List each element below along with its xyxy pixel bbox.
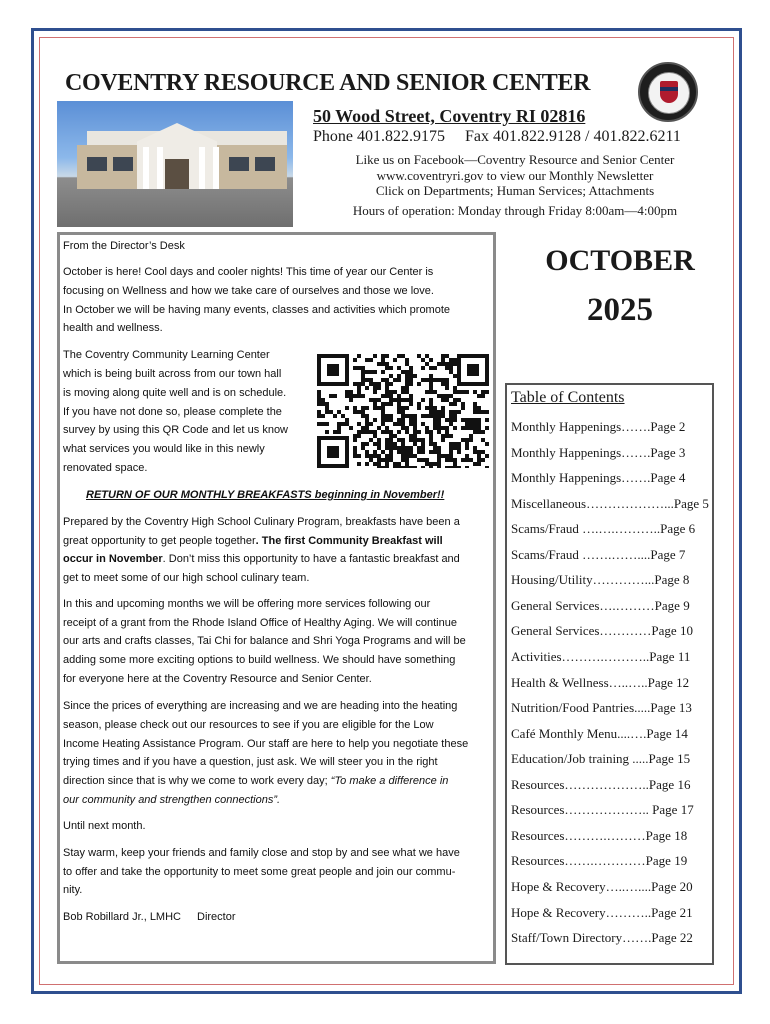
building-door	[165, 159, 189, 189]
newsletter-year: 2025	[587, 292, 653, 328]
breakfast-announcement: RETURN OF OUR MONTHLY BREAKFASTS beginning in November!!	[86, 489, 445, 501]
paragraph-line: receipt of a grant from the Rhode Island Office of Healthy Aging. We will continue	[63, 617, 457, 629]
directors-desk-heading: From the Director’s Desk	[63, 240, 185, 252]
toc-item[interactable]: Activities……….………..Page 11	[511, 649, 691, 664]
toc-item[interactable]: Resources……………….. Page 17	[511, 802, 694, 818]
newsletter-month: OCTOBER	[545, 244, 695, 277]
town-seal	[638, 62, 698, 122]
toc-item[interactable]: Resources…….…………Page 19	[511, 853, 688, 869]
text-span: . Don’t miss this opportunity to have a fantastic breakfast and	[162, 553, 460, 565]
building-window	[113, 157, 133, 171]
toc-title: Table of Contents	[511, 389, 625, 406]
paragraph-line: season, please check out our resources to see if you are eligible for the Low	[63, 719, 434, 731]
paragraph-line: Since the prices of everything are increasing and we are heading into the heating	[63, 700, 458, 712]
building-window	[255, 157, 275, 171]
building-column	[199, 147, 205, 189]
closing-line: Until next month.	[63, 820, 146, 832]
bold-text: . The first Community Breakfast will	[255, 535, 443, 547]
bold-text: occur in November	[63, 553, 163, 565]
paragraph-line	[63, 772, 448, 791]
paragraph-line	[63, 550, 460, 569]
paragraph-line: The Coventry Community Learning Center	[63, 349, 270, 361]
paragraph-line: nity.	[63, 884, 83, 896]
signature-title: Director	[197, 911, 236, 923]
phone-fax: Phone 401.822.9175 Fax 401.822.9128 / 401.822.6211	[313, 128, 681, 145]
paragraph-line: Stay warm, keep your friends and family close and stop by and see what we have	[63, 847, 460, 859]
paragraph-line: is moving along quite well and is on schedule.	[63, 387, 287, 399]
paragraph-line: Prepared by the Coventry High School Culinary Program, breakfasts have been a	[63, 516, 460, 528]
building-window	[229, 157, 249, 171]
seal-emblem	[648, 72, 690, 114]
toc-item[interactable]: Nutrition/Food Pantries.....Page 13	[511, 700, 692, 715]
seal-band	[660, 87, 678, 91]
text-span: great opportunity to get people together	[63, 535, 256, 547]
building-column	[157, 147, 163, 189]
toc-item[interactable]: Monthly Happenings…….Page 3	[511, 444, 686, 460]
toc-item[interactable]: Housing/Utility…………...Page 8	[511, 572, 690, 588]
building-column	[213, 147, 219, 189]
center-address: 50 Wood Street, Coventry RI 02816	[313, 106, 586, 126]
building-column	[143, 147, 149, 189]
seal-shield-icon	[660, 81, 678, 103]
paragraph-line: get to meet some of our high school culinary team.	[63, 572, 310, 584]
toc-item[interactable]: General Services….………Page 9	[511, 597, 690, 613]
paragraph-line: health and wellness.	[63, 322, 163, 334]
paragraph-line: for everyone here at the Coventry Resource and Senior Center.	[63, 673, 372, 685]
toc-item[interactable]: Education/Job training .....Page 15	[511, 751, 691, 767]
toc-item[interactable]: Staff/Town Directory…….Page 22	[511, 930, 693, 945]
paragraph-line: In October we will be having many events, classes and activities which promote	[63, 304, 451, 316]
paragraph-line: October is here! Cool days and cooler nights! This time of year our Center is	[63, 266, 434, 278]
paragraph-line: Income Heating Assistance Program. Our staff are here to help you negotiate these	[63, 738, 469, 750]
center-title: COVENTRY RESOURCE AND SENIOR CENTER	[65, 70, 591, 96]
toc-item[interactable]: Monthly Happenings…….Page 4	[511, 470, 686, 486]
paragraph-line: If you have not done so, please complete the	[63, 406, 282, 418]
website-link[interactable]: www.coventryri.gov to view our Monthly Newsletter	[376, 168, 654, 183]
toc-item[interactable]: Hope & Recovery…..…....Page 20	[511, 878, 693, 894]
toc-item[interactable]: Scams/Fraud ….….………..Page 6	[511, 521, 696, 537]
paragraph-line: adding some more exciting options to build wellness. We should have something	[63, 654, 456, 666]
toc-item[interactable]: Monthly Happenings…….Page 2	[511, 419, 686, 434]
facebook-line: Like us on Facebook—Coventry Resource and Senior Center	[355, 152, 675, 167]
website-directions: Click on Departments; Human Services; Attachments	[375, 183, 655, 198]
text-span: direction since that is why we come to work every day;	[63, 775, 331, 787]
paragraph-line: survey by using this QR Code and let us know	[63, 424, 289, 436]
building-photo	[57, 101, 293, 227]
building-window	[87, 157, 107, 171]
paragraph-line: to offer and take the opportunity to meet some great people and join our commu-	[63, 866, 456, 878]
toc-item[interactable]: Health & Wellness…..…..Page 12	[511, 674, 690, 690]
toc-item[interactable]: Resources……….………Page 18	[511, 827, 688, 843]
paragraph-line: trying times and if you have a question, just ask. We will steer you in the right	[63, 756, 438, 768]
paragraph-line: which is being built across from our town hall	[63, 368, 282, 380]
paragraph-line: what services you would like in this newly	[63, 443, 265, 455]
toc-item[interactable]: General Services…………Page 10	[511, 623, 693, 639]
toc-item[interactable]: Hope & Recovery………..Page 21	[511, 904, 693, 920]
paragraph-line: focusing on Wellness and how we take care of ourselves and those we love.	[63, 285, 434, 297]
paragraph-line: our arts and crafts classes, Tai Chi for balance and Shri Yoga Programs and will be	[63, 635, 466, 647]
hours-of-operation: Hours of operation: Monday through Friday 8:00am—4:00pm	[352, 203, 678, 218]
paragraph-line: renovated space.	[63, 462, 148, 474]
italic-quote: our community and strengthen connections”.	[63, 794, 281, 806]
paragraph-line: In this and upcoming months we will be offering more services following our	[63, 598, 431, 610]
paragraph-line	[63, 532, 443, 551]
survey-qr-code[interactable]	[317, 354, 489, 468]
toc-item[interactable]: Miscellaneous………………...Page 5	[511, 495, 709, 511]
toc-item[interactable]: Resources………………..Page 16	[511, 776, 691, 792]
toc-item[interactable]: Scams/Fraud …….……....Page 7	[511, 546, 686, 562]
signature-name: Bob Robillard Jr., LMHC	[63, 911, 181, 923]
toc-item[interactable]: Café Monthly Menu....….Page 14	[511, 725, 688, 741]
italic-quote: “To make a difference in	[330, 775, 449, 787]
